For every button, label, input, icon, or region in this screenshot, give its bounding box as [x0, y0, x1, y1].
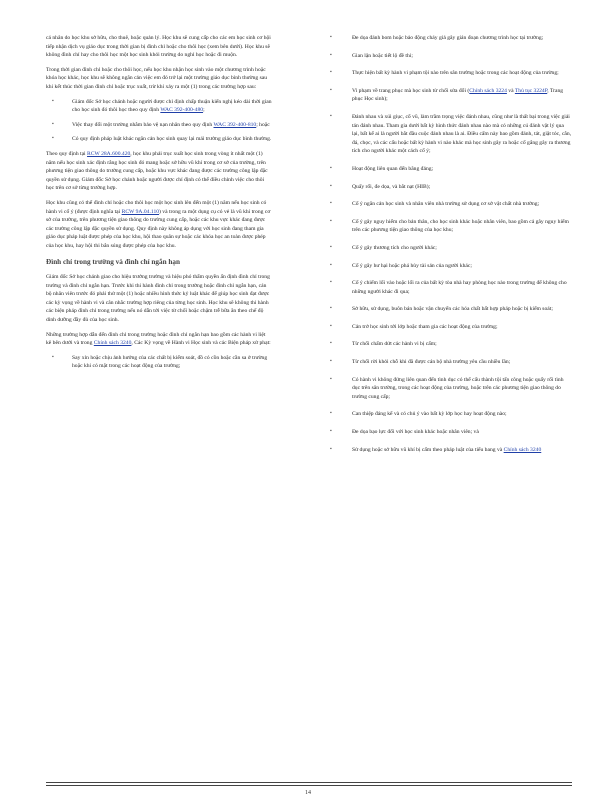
list-item: ▪ Đe dọa đánh bom hoặc bảo động cháy giả gây gián đoạn chương trình học tại trường;: [328, 34, 572, 43]
paragraph-weapon-display: [46, 199, 272, 251]
paragraph-authority: Giám đốc Sở học chánh giao cho hiệu trưởng trường và hiệu phó thẩm quyền ấn định đình chỉ trong trường và đình chỉ ngắn hạn. Trước khi thi hành đình chỉ trong trường hoặc đình chỉ ngắn hạn, cán bộ nhân viên trước đó phải thử một (1) hoặc nhiều hình thức kỷ luật khác để giúp học sinh đạt được các kỳ vọng về hành vi và cân nhắc trường hợp riêng của từng học sinh. Học khu sẽ không thi hành các biện pháp đình chỉ trong trường nếu nó dẫn tới việc từ chối hoặc chậm trễ bữa ăn theo chế độ dinh dưỡng đầy đủ của học sinh.: [46, 274, 270, 324]
list-item-extension: [52, 98, 272, 115]
link-rcw-28a-600-420[interactable]: RCW 28A.600.420: [87, 150, 131, 157]
list-item: ▪ Từ chối rời khỏi chỗ khi đã được cán bộ nhà trường yêu cầu nhiều lần;: [328, 358, 572, 367]
list-item-other-law: [52, 135, 272, 144]
list-item: ▪ Cố ý gây hư hại hoặc phá hủy tài sản của người khác;: [328, 262, 572, 271]
paragraph-text: , Các Kỳ vọng về Hành vi Học sinh và các Biện pháp xử phạt:: [131, 340, 271, 347]
list-item-text: Có quy định pháp luật khác ngăn cản học sinh quay lại mái trường giáo dục bình thường.: [72, 136, 272, 143]
section-heading: Đình chỉ trong trường và đình chỉ ngắn hạn: [46, 258, 180, 267]
left-column: [46, 34, 272, 377]
list-item-text: Vi phạm về trang phục mà học sinh từ chối sửa đổi (: [352, 87, 470, 94]
link-procedure-3224p[interactable]: Thủ tục 3224P: [514, 87, 548, 94]
list-item-text: Việc thay đổi một trường nhằm bảo vệ nạn nhân theo quy định: [72, 121, 213, 128]
list-item-suffix: ; hoặc: [256, 121, 270, 128]
paragraph-text: Theo quy định tại: [46, 150, 86, 157]
list-item: ▪ Có hành vi không đứng liên quan đến tình dục có thể cấu thành tội tấn công hoặc quấy rối tình dục trên sân trường, trong các hoạt động của trường, hoặc trên các phương tiện giao thông do trường cung cấp;: [328, 376, 572, 402]
list-item: ▪ Cản trở học sinh tới lớp hoặc tham gia các hoạt động của trường;: [328, 323, 572, 332]
paragraph-text: Học khu cũng có thể đình chỉ hoặc cho thôi học một học sinh lên đến một (1) năm nếu học sinh có hành vi cố ý (được định nghĩa tại: [46, 199, 267, 215]
list-item-text: Say xỉn hoặc chịu ảnh hưởng của các chất bị kiểm soát, đồ có cồn hoặc cần sa ở trường hoặc khi có mặt trong các hoạt động của trường;: [72, 354, 268, 370]
list-item: ▪ Cố ý gây thương tích cho người khác;: [328, 244, 572, 253]
list-item-dress-code: [328, 87, 572, 104]
list-item-weapons: [328, 446, 572, 455]
paragraph-intro: cá nhân do học khu sở hữu, cho thuê, hoặc quản lý. Học khu sẽ cung cấp cho các em học sinh cơ hội tiếp nhận dịch vụ giáo dục trong thời gian bị đình chỉ hoặc cho thôi học (xem bên dưới). Học khu sẽ không đình chỉ hay cho thôi học một học sinh khỏi trường do nghỉ học hoặc đi muộn.: [46, 35, 271, 59]
list-item: ▪ Cố ý ngăn cản học sinh và nhân viên nhà trường sử dụng cơ sở vật chất nhà trường;: [328, 200, 572, 209]
list-item-victim-protection: [52, 121, 272, 130]
list-item-text: và: [506, 87, 515, 94]
page-number: 14: [305, 790, 311, 796]
list-item: ▪ Gian lận hoặc tiết lộ đề thi;: [328, 52, 572, 61]
list-item: ▪ Cố ý gây nguy hiểm cho bản thân, cho học sinh khác hoặc nhân viên, bao gồm cả gây nguy hiểm trên các phương tiện giao thông của học khu;: [328, 218, 572, 235]
list-item-text: Sử dụng hoặc sở hữu vũ khí bị cấm theo pháp luật của tiểu bang và: [352, 446, 503, 453]
footer-rule-bottom: [46, 785, 572, 786]
list-item: ▪ Từ chối chấm dứt các hành vi bị cấm;: [328, 340, 572, 349]
list-item-intoxication: [52, 354, 272, 371]
link-wac-392-400-810[interactable]: WAC 392-400-810: [213, 121, 257, 128]
paragraph-reentry: Trong thời gian đình chỉ hoặc cho thôi học, nếu học khu nhận học sinh vào một chương trình hoặc khóa học khác, học khu sẽ không ngăn cản việc em đó trở lại một trường giáo dục bình thường sau khi kết thúc thời gian đình chỉ hoặc trục xuất, trừ khi xảy ra một (1) trong các trường hợp sau:: [46, 66, 268, 90]
list-item-text: , Trang phục Học sinh);: [352, 87, 564, 103]
link-wac-392-400-480[interactable]: WAC 392-400-480: [160, 107, 204, 114]
paragraph-text: ) và trong ra một dụng cụ có vẻ là vũ khí trong cơ sở của trường, trên phương tiện giao thông do trường cung cấp, hoặc các khu vực khác đang được các trường công lập đặc quyền sử dụng. Quy định này không áp dụng với học sinh đang tham gia giáo dục pháp luật được phép của học khu, hội thao quân sự hoặc các khóa học an toàn được phép của học khu, hay hội thi bắn súng được phép của học khu.: [46, 208, 271, 249]
link-rcw-9a-04-110[interactable]: RCW 9A.04.110: [121, 208, 160, 215]
list-item: ▪ Cố ý chiếm lối vào hoặc lối ra của bất kỳ tòa nhà hay phòng học nào trong trường để không cho những người khác đi qua;: [328, 279, 572, 296]
paragraph-cases: [46, 331, 272, 348]
paragraph-firearms: [46, 150, 272, 193]
list-item: ▪ Thực hiện bất kỳ hành vi phạm tội nào trên sân trường hoặc trong các hoạt động của trường;: [328, 69, 572, 78]
paragraph-text: , học khu phải trục xuất học sinh trong vòng ít nhất một (1) năm nếu học sinh xác định rằng học sinh đó mang hoặc sở hữu vũ khí trong cơ sở của trường, trên phương tiện giao thông do trường cung cấp, hoặc khu vực khác đang được các trường công lập đặc quyền sử dụng. Giám đốc Sở học chánh hoặc người được chỉ định có thể điều chỉnh việc cho thôi học trên cơ sở từng trường hợp.: [46, 150, 268, 192]
list-item: ▪ Quấy rối, đe dọa, và bắt nạt (HIB);: [328, 183, 572, 192]
right-column: [328, 34, 572, 463]
list-item: ▪ Sở hữu, sử dụng, buôn bán hoặc vận chuyển các hóa chất bất hợp pháp hoặc bị kiểm soát;: [328, 305, 572, 314]
list-item-suffix: ;: [203, 107, 205, 114]
footer-rule-top: [46, 782, 572, 783]
list-item: ▪ Can thiệp đáng kể và có chủ ý vào bất kỳ lớp học hay hoạt động nào;: [328, 410, 572, 419]
list-item: ▪ Đe dọa bạo lực đối với học sinh khác hoặc nhân viên; và: [328, 428, 572, 437]
link-policy-3240-right[interactable]: Chính sách 3240: [503, 446, 542, 453]
link-policy-3224[interactable]: Chính sách 3224: [469, 87, 507, 94]
link-policy-3240[interactable]: Chính sách 3240: [93, 340, 132, 347]
list-item-text: Giám đốc Sở học chánh hoặc người được chỉ định chấp thuận kiến nghị kéo dài thời gian cho học sinh đó thôi học theo quy định: [72, 98, 272, 114]
list-item: ▪ Đánh nhau và xúi giục, cổ vũ, làm trầm trọng việc đánh nhau, cũng như là thất bại trong việc giải tán đánh nhau. Tham gia dưới bất kỳ hình thức đánh nhau nào mà có những cú đánh vật lý qua lại, bất kể ai là người bắt đầu cuộc đánh nhau là ai. Điều cấm này bao gồm đánh, tát, giật tóc, cắn, đá, chọc, và các cấu hoặc bất kỳ hành vi nào khác mà học sinh gây ra hoặc cố gắng gây ra thương tích cho người khác một cách cố ý;: [328, 113, 572, 156]
list-item: ▪ Hoạt động liên quan đến băng đảng;: [328, 165, 572, 174]
paragraph-text: Những trường hợp dẫn đến đình chỉ trong trường hoặc đình chỉ ngắn hạn bao gồm các hành vi liệt kê bên dưới và trong: [46, 331, 266, 347]
